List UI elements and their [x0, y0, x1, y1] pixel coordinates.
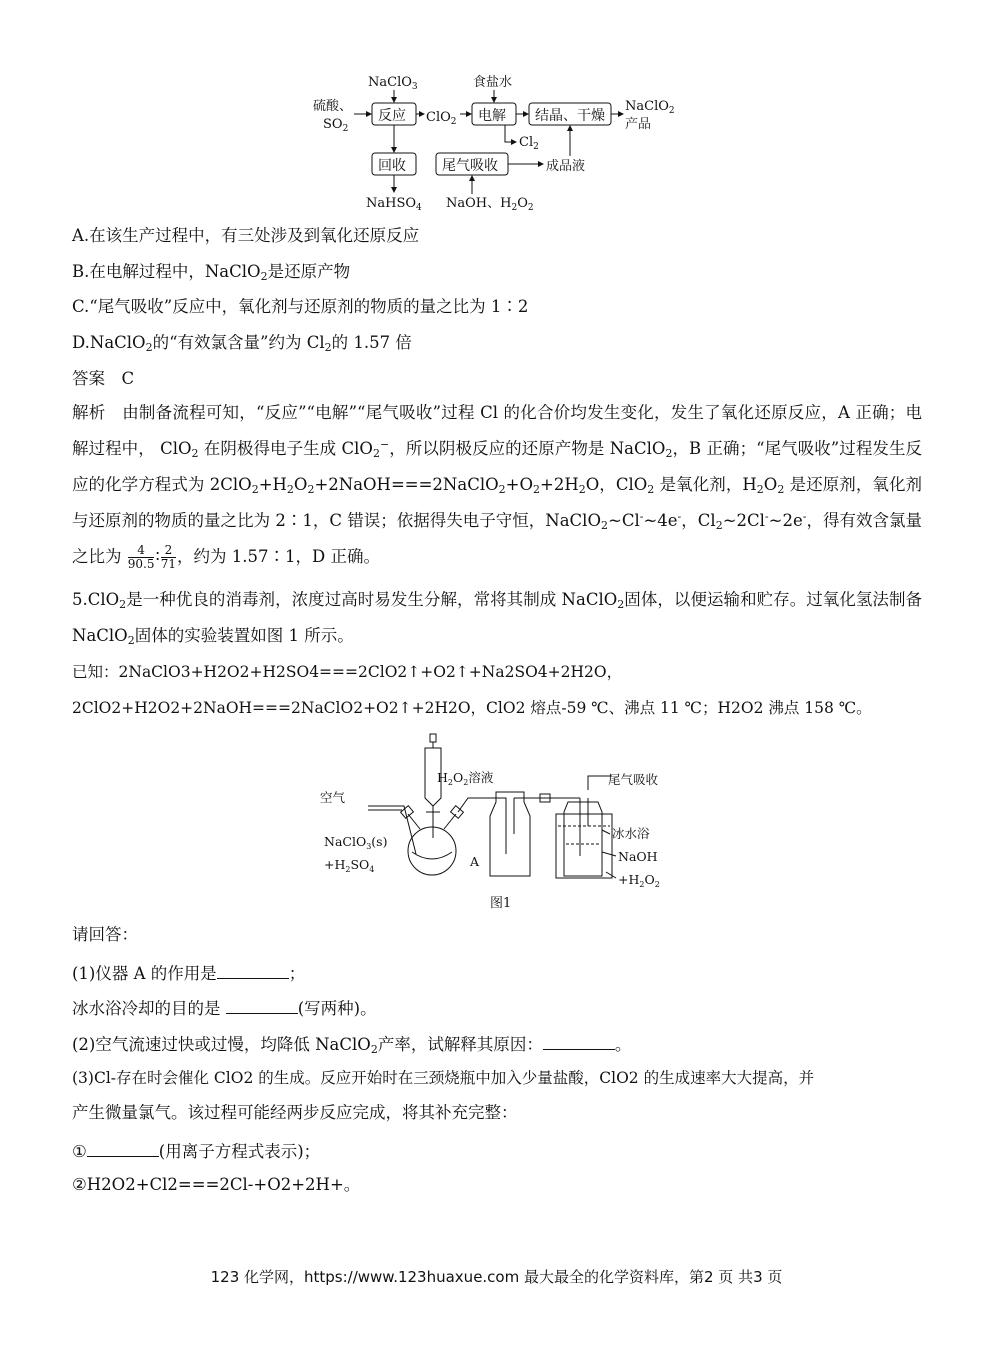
question-3-line2: 产生微量氯气。该过程可能经两步反应完成，将其补充完整：	[72, 1103, 518, 1122]
page-footer: 123 化学网，https://www.123huaxue.com 最大最全的化学资料库，第2 页 共3 页	[210, 1268, 783, 1286]
clo2-label: ClO$_2$	[426, 110, 457, 127]
nahso4-label: NaHSO$_4$	[366, 196, 422, 213]
product-liquid-label: 成品液	[546, 159, 586, 174]
known-equation-2: 2ClO2+H2O2+2NaOH===2NaClO2+O2↑+2H2O，ClO2 熔点-59 ℃、沸点 11 ℃；H2O2 沸点 158 ℃。	[72, 699, 872, 717]
so2-label: $SO_2$	[323, 117, 349, 134]
question-5-intro: 5.ClO$_2$是一种优良的消毒剂，浓度过高时易发生分解，常将其制成 NaClO$_2$固体，以便运输和贮存。过氧化氢法制备 NaClO$_2$固体的实验装置如图 1 所示。	[72, 590, 922, 647]
analysis: 解析 由制备流程可知，“反应”“电解”“尾气吸收”过程 Cl 的化合价均发生变化，发生了氧化还原反应，A 正确；电解过程中， ClO$_2$ 在阴极得电子生成 ClO$_2$−，所以阴极反应的还原产物是 NaClO$_2$，B 正确；“尾气吸收”过程发生反应的化学方程式为 $2ClO_2+H_2O_2+2NaOH===2NaClO_2+O_2+2H_2O$，ClO$_2$ 是氧化剂，$H_2O_2$ 是还原剂，氧化剂与还原剂的物质的量之比为 2∶1，C 错误；依据得失电子守恒，NaClO$_2$~Cl-~4e-，$Cl_2\sim 2Cl^-\sim 2e^-$，得有效含氯量之比为 $\frac{4}{90.5}$ ∶ $\frac{2}{71}$ ，约为 1.57∶1，D 正确。	[72, 403, 923, 571]
please-answer: 请回答：	[72, 925, 138, 944]
question-3-line1: (3)Cl-存在时会催化 ClO2 的生成。反应开始时在三颈烧瓶中加入少量盐酸，ClO2 的生成速率大大提高，并	[72, 1069, 815, 1087]
figure-caption: 图1	[490, 896, 512, 911]
sulfuric-acid-label: 硫酸、	[313, 99, 353, 114]
option-b: B.在电解过程中，NaClO$_2$是还原产物	[72, 262, 351, 283]
answer-blank-3[interactable]	[87, 1138, 159, 1157]
naclo3-s-label: NaClO$_3$(s)	[324, 834, 388, 851]
known-equation-1: 已知：2NaClO3+H2O2+H2SO4===2ClO2↑+O2↑+Na2SO4+2H2O，	[72, 663, 623, 681]
question-3-step1: ① (用离子方程式表示)；	[72, 1138, 320, 1163]
box-crystallize: 结晶、干燥	[535, 108, 605, 124]
answer: 答案 C	[72, 369, 135, 388]
box-recycle: 回收	[378, 158, 406, 174]
box-electrolysis: 电解	[478, 108, 506, 124]
option-d: D.NaClO$_2$的“有效氯含量”约为 $Cl_2$的 1.57 倍	[72, 333, 412, 354]
answer-blank-1b[interactable]	[226, 995, 298, 1014]
tail-gas-label: 尾气吸收	[608, 772, 659, 787]
ice-bath-label: 冰水浴	[612, 826, 650, 841]
apparatus-figure	[312, 726, 692, 916]
question-3-step2: ②H2O2+Cl2===2Cl-+O2+2H+。	[72, 1175, 361, 1194]
process-flowchart	[300, 66, 700, 216]
naclo3-label: NaClO$_3$	[368, 75, 418, 92]
fraction-2: $\frac{2}{71}$	[160, 543, 177, 571]
h2o2-label: $+H_2O_2$	[618, 872, 660, 889]
product-label: 产品	[625, 117, 652, 132]
fraction-1: $\frac{4}{90.5}$	[127, 543, 155, 571]
salt-water-label: 食盐水	[473, 75, 513, 90]
question-1a: (1)仪器 A 的作用是 ；	[72, 960, 305, 985]
naoh-label: NaOH	[618, 849, 658, 864]
box-tail-gas: 尾气吸收	[442, 158, 498, 174]
label-a: A	[470, 854, 480, 869]
question-1b: 冰水浴冷却的目的是 (写两种)。	[72, 995, 377, 1020]
product-naclo2-label: NaClO$_2$	[625, 99, 675, 116]
question-2: (2)空气流速过快或过慢，均降低 NaClO$_2$产率，试解释其原因： 。	[72, 1031, 631, 1056]
cl2-label: $Cl_2$	[519, 135, 539, 152]
air-label: 空气	[320, 790, 346, 805]
answer-blank-2[interactable]	[543, 1031, 615, 1050]
h2o2-solution-label: $H_2O_2$溶液	[437, 770, 494, 787]
h2so4-label: $+H_2SO_4$	[324, 857, 375, 874]
answer-blank-1a[interactable]	[217, 960, 289, 979]
option-c: C.“尾气吸收”反应中，氧化剂与还原剂的物质的量之比为 1∶2	[72, 297, 529, 316]
naoh-h2o2-label: NaOH、$H_2O_2$	[446, 196, 534, 213]
option-a: A.在该生产过程中，有三处涉及到氧化还原反应	[72, 226, 420, 245]
box-reaction: 反应	[378, 108, 406, 124]
